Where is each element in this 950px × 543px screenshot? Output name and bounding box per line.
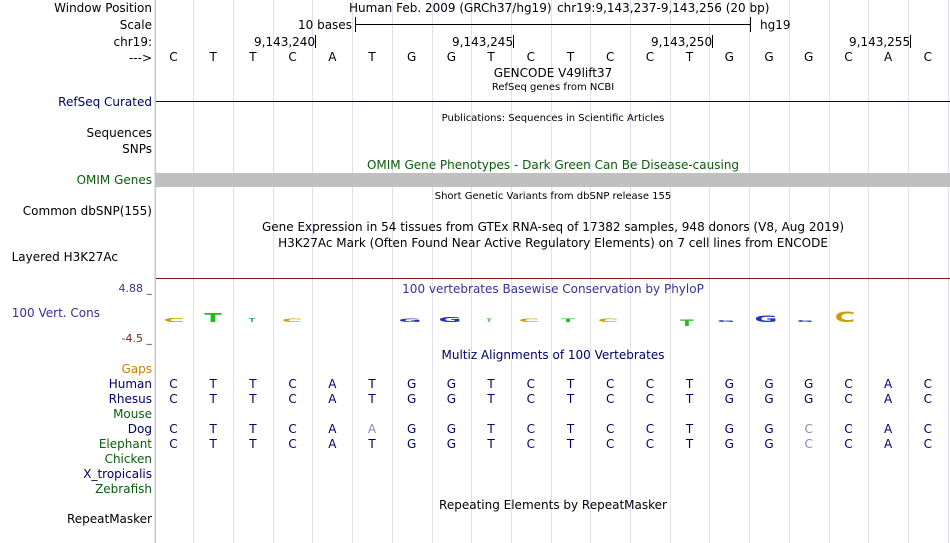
species-label-mouse: Mouse xyxy=(113,407,152,421)
base-letter: T xyxy=(249,392,257,406)
base-letter: C xyxy=(526,437,535,451)
omim-label[interactable]: OMIM Genes xyxy=(76,173,152,187)
base-letter: C xyxy=(844,422,853,436)
base-letter: C xyxy=(288,377,297,391)
base-letter: T xyxy=(685,50,694,64)
species-label-rhesus: Rhesus xyxy=(108,392,152,406)
base-letter: G xyxy=(446,377,457,391)
h3k27ac-baseline xyxy=(156,278,950,279)
base-letter: G xyxy=(804,377,814,391)
scale-text: 10 bases xyxy=(298,18,352,32)
coord-tick-255 xyxy=(910,35,911,48)
base-letter: A xyxy=(883,422,893,436)
base-letter: C xyxy=(645,437,655,451)
base-letter: T xyxy=(487,377,495,391)
coord-label-255: 9,143,255 xyxy=(849,35,911,49)
base-letter: G xyxy=(724,437,734,451)
repeatmasker-description: Repeating Elements by RepeatMasker xyxy=(439,498,667,512)
base-letter: T xyxy=(249,50,257,64)
phylop-letter-g: G xyxy=(796,319,814,323)
base-letter: T xyxy=(487,437,495,451)
base-letter: A xyxy=(328,392,337,406)
scale-label: Scale xyxy=(119,18,152,32)
base-letter: T xyxy=(249,437,257,451)
base-letter: C xyxy=(804,422,813,436)
base-letter: T xyxy=(368,392,376,406)
repeatmasker-label[interactable]: RepeatMasker xyxy=(66,512,152,526)
base-letter: T xyxy=(209,377,217,391)
base-letter: C xyxy=(169,422,178,436)
base-letter: G xyxy=(407,377,417,391)
coord-tick-245 xyxy=(513,35,514,48)
base-letter: C xyxy=(288,50,297,64)
base-letter: G xyxy=(804,50,814,64)
base-letter: T xyxy=(566,50,575,64)
base-letter: C xyxy=(605,422,615,436)
refseq-label[interactable]: RefSeq Curated xyxy=(58,95,152,109)
base-letter: C xyxy=(605,377,615,391)
base-gridline xyxy=(154,0,155,543)
phylop-letter-t: T xyxy=(486,319,492,324)
coord-label-250: 9,143,250 xyxy=(651,35,713,49)
base-letter: C xyxy=(526,422,535,436)
base-letter: T xyxy=(685,377,694,391)
cons-label[interactable]: 100 Vert. Cons xyxy=(11,306,100,320)
base-letter: G xyxy=(804,392,814,406)
track-label-column xyxy=(0,0,155,543)
base-letter: C xyxy=(169,392,178,406)
base-letter: C xyxy=(526,50,535,64)
track-area[interactable] xyxy=(156,0,950,543)
alignment-row-rhesus xyxy=(156,392,950,407)
phylop-letter-c: C xyxy=(834,309,856,326)
base-letter: A xyxy=(328,50,337,64)
h3k27ac-label[interactable]: Layered H3K27Ac xyxy=(11,250,118,264)
base-letter: T xyxy=(566,422,575,436)
base-letter: C xyxy=(844,377,853,391)
base-letter: T xyxy=(487,392,495,406)
multiz-description: Multiz Alignments of 100 Vertebrates xyxy=(441,348,665,362)
alignment-row-elephant xyxy=(156,437,950,452)
base-letter: G xyxy=(764,50,774,64)
base-letter: C xyxy=(645,377,655,391)
phylop-letter-g: G xyxy=(717,319,735,323)
coord-label-245: 9,143,245 xyxy=(452,35,514,49)
phylop-letter-c: C xyxy=(597,318,619,324)
base-letter: G xyxy=(446,437,457,451)
coord-label-240: 9,143,240 xyxy=(254,35,316,49)
strand-label: ---> xyxy=(128,51,152,65)
base-letter: T xyxy=(249,377,257,391)
base-letter: T xyxy=(209,392,217,406)
base-letter: A xyxy=(883,437,893,451)
scale-db: hg19 xyxy=(760,18,791,32)
base-letter: C xyxy=(645,422,655,436)
base-letter: C xyxy=(605,437,615,451)
alignment-row-dog xyxy=(156,422,950,437)
base-letter: C xyxy=(645,50,655,64)
base-letter: G xyxy=(446,422,457,436)
base-letter: T xyxy=(368,377,376,391)
species-label-human: Human xyxy=(108,377,152,391)
base-letter: T xyxy=(209,437,217,451)
refseq-track-line xyxy=(156,101,950,102)
phylop-letter-t: T xyxy=(249,316,255,324)
dbsnp-description: Short Genetic Variants from dbSNP release 155 xyxy=(434,191,672,202)
reference-sequence xyxy=(156,50,950,65)
omim-gene-bar[interactable] xyxy=(156,173,950,187)
base-letter: G xyxy=(407,437,417,451)
base-letter: A xyxy=(883,50,893,64)
base-letter: A xyxy=(328,377,337,391)
base-letter: T xyxy=(368,437,376,451)
window-position-label: Window Position xyxy=(54,1,152,15)
base-letter: A xyxy=(883,377,893,391)
snps-label[interactable]: SNPs xyxy=(122,142,152,156)
species-label-chicken: Chicken xyxy=(104,452,152,466)
base-letter: G xyxy=(724,377,734,391)
scale-bar-right-tick xyxy=(750,17,751,32)
base-letter: T xyxy=(685,422,694,436)
cons-min-label: -4.5 _ xyxy=(121,332,152,345)
base-letter: G xyxy=(724,422,734,436)
base-letter: G xyxy=(446,392,457,406)
base-letter: C xyxy=(844,437,853,451)
base-letter: C xyxy=(844,392,853,406)
dbsnp-label[interactable]: Common dbSNP(155) xyxy=(22,204,152,218)
base-letter: G xyxy=(724,392,734,406)
species-label-dog: Dog xyxy=(127,422,152,436)
alignment-row-human xyxy=(156,377,950,392)
assembly-title: Human Feb. 2009 (GRCh37/hg19) xyxy=(349,1,552,15)
base-letter: C xyxy=(923,437,932,451)
base-letter: C xyxy=(526,377,535,391)
phylop-letter-t: T xyxy=(204,310,222,326)
base-letter: C xyxy=(288,437,297,451)
base-letter: C xyxy=(844,50,853,64)
chrom-label: chr19: xyxy=(113,35,152,49)
position-readout: chr19:9,143,237-9,143,256 (20 bp) xyxy=(557,1,770,15)
gaps-label[interactable]: Gaps xyxy=(121,362,152,376)
base-letter: G xyxy=(407,392,417,406)
base-letter: T xyxy=(566,392,575,406)
phylop-letter-c: C xyxy=(518,318,540,324)
gencode-title: GENCODE V49lift37 xyxy=(493,66,613,80)
base-letter: G xyxy=(764,437,774,451)
species-label-zebrafish: Zebrafish xyxy=(95,482,152,496)
species-label-x-tropicalis: X_tropicalis xyxy=(83,467,152,481)
base-letter: C xyxy=(526,392,535,406)
base-letter: A xyxy=(883,392,893,406)
cons-max-label: 4.88 _ xyxy=(118,282,152,295)
base-letter: C xyxy=(169,437,178,451)
base-letter: C xyxy=(288,422,297,436)
sequences-label[interactable]: Sequences xyxy=(86,126,152,140)
base-letter: T xyxy=(685,392,694,406)
coord-tick-250 xyxy=(712,35,713,48)
base-letter: T xyxy=(566,437,575,451)
base-letter: T xyxy=(209,422,217,436)
scale-bar xyxy=(355,24,751,25)
phylop-letter-t: T xyxy=(680,318,694,327)
base-letter: C xyxy=(804,437,813,451)
base-letter: A xyxy=(367,422,377,436)
phylop-letter-c: C xyxy=(163,317,185,324)
base-letter: G xyxy=(724,50,734,64)
base-letter: G xyxy=(407,50,417,64)
phylop-letter-g: G xyxy=(438,315,462,324)
base-letter: T xyxy=(487,50,495,64)
gtex-description: Gene Expression in 54 tissues from GTEx RNA-seq of 17382 samples, 948 donors (V8, Aug 2019) xyxy=(261,220,845,234)
base-letter: C xyxy=(605,50,615,64)
base-letter: C xyxy=(645,392,655,406)
base-letter: G xyxy=(446,50,457,64)
base-letter: C xyxy=(923,392,932,406)
phylop-letter-g: G xyxy=(754,314,778,325)
base-letter: G xyxy=(764,377,774,391)
base-letter: T xyxy=(368,50,376,64)
base-letter: T xyxy=(685,437,694,451)
base-letter: C xyxy=(288,392,297,406)
base-letter: A xyxy=(328,437,337,451)
phylop-description: 100 vertebrates Basewise Conservation by PhyloP xyxy=(402,282,704,296)
phylop-logo xyxy=(156,305,950,327)
base-letter: G xyxy=(764,422,774,436)
publications-description: Publications: Sequences in Scientific Articles xyxy=(441,113,665,124)
phylop-letter-g: G xyxy=(398,318,422,324)
base-letter: C xyxy=(923,422,932,436)
base-letter: T xyxy=(209,50,217,64)
phylop-letter-c: C xyxy=(281,318,303,324)
base-letter: C xyxy=(169,377,178,391)
base-letter: G xyxy=(764,392,774,406)
base-letter: C xyxy=(605,392,615,406)
h3k27ac-description: H3K27Ac Mark (Often Found Near Active Regulatory Elements) on 7 cell lines from ENCODE xyxy=(278,236,828,250)
base-letter: C xyxy=(169,50,178,64)
phylop-letter-t: T xyxy=(560,318,576,324)
refseq-description: RefSeq genes from NCBI xyxy=(491,82,615,93)
base-letter: G xyxy=(407,422,417,436)
species-label-elephant: Elephant xyxy=(98,437,152,451)
scale-bar-left-tick xyxy=(355,17,356,32)
base-letter: A xyxy=(328,422,337,436)
omim-description: OMIM Gene Phenotypes - Dark Green Can Be Disease-causing xyxy=(366,158,740,172)
base-letter: C xyxy=(923,50,932,64)
base-letter: C xyxy=(923,377,932,391)
coord-tick-240 xyxy=(315,35,316,48)
base-letter: T xyxy=(487,422,495,436)
base-letter: T xyxy=(566,377,575,391)
base-letter: T xyxy=(249,422,257,436)
